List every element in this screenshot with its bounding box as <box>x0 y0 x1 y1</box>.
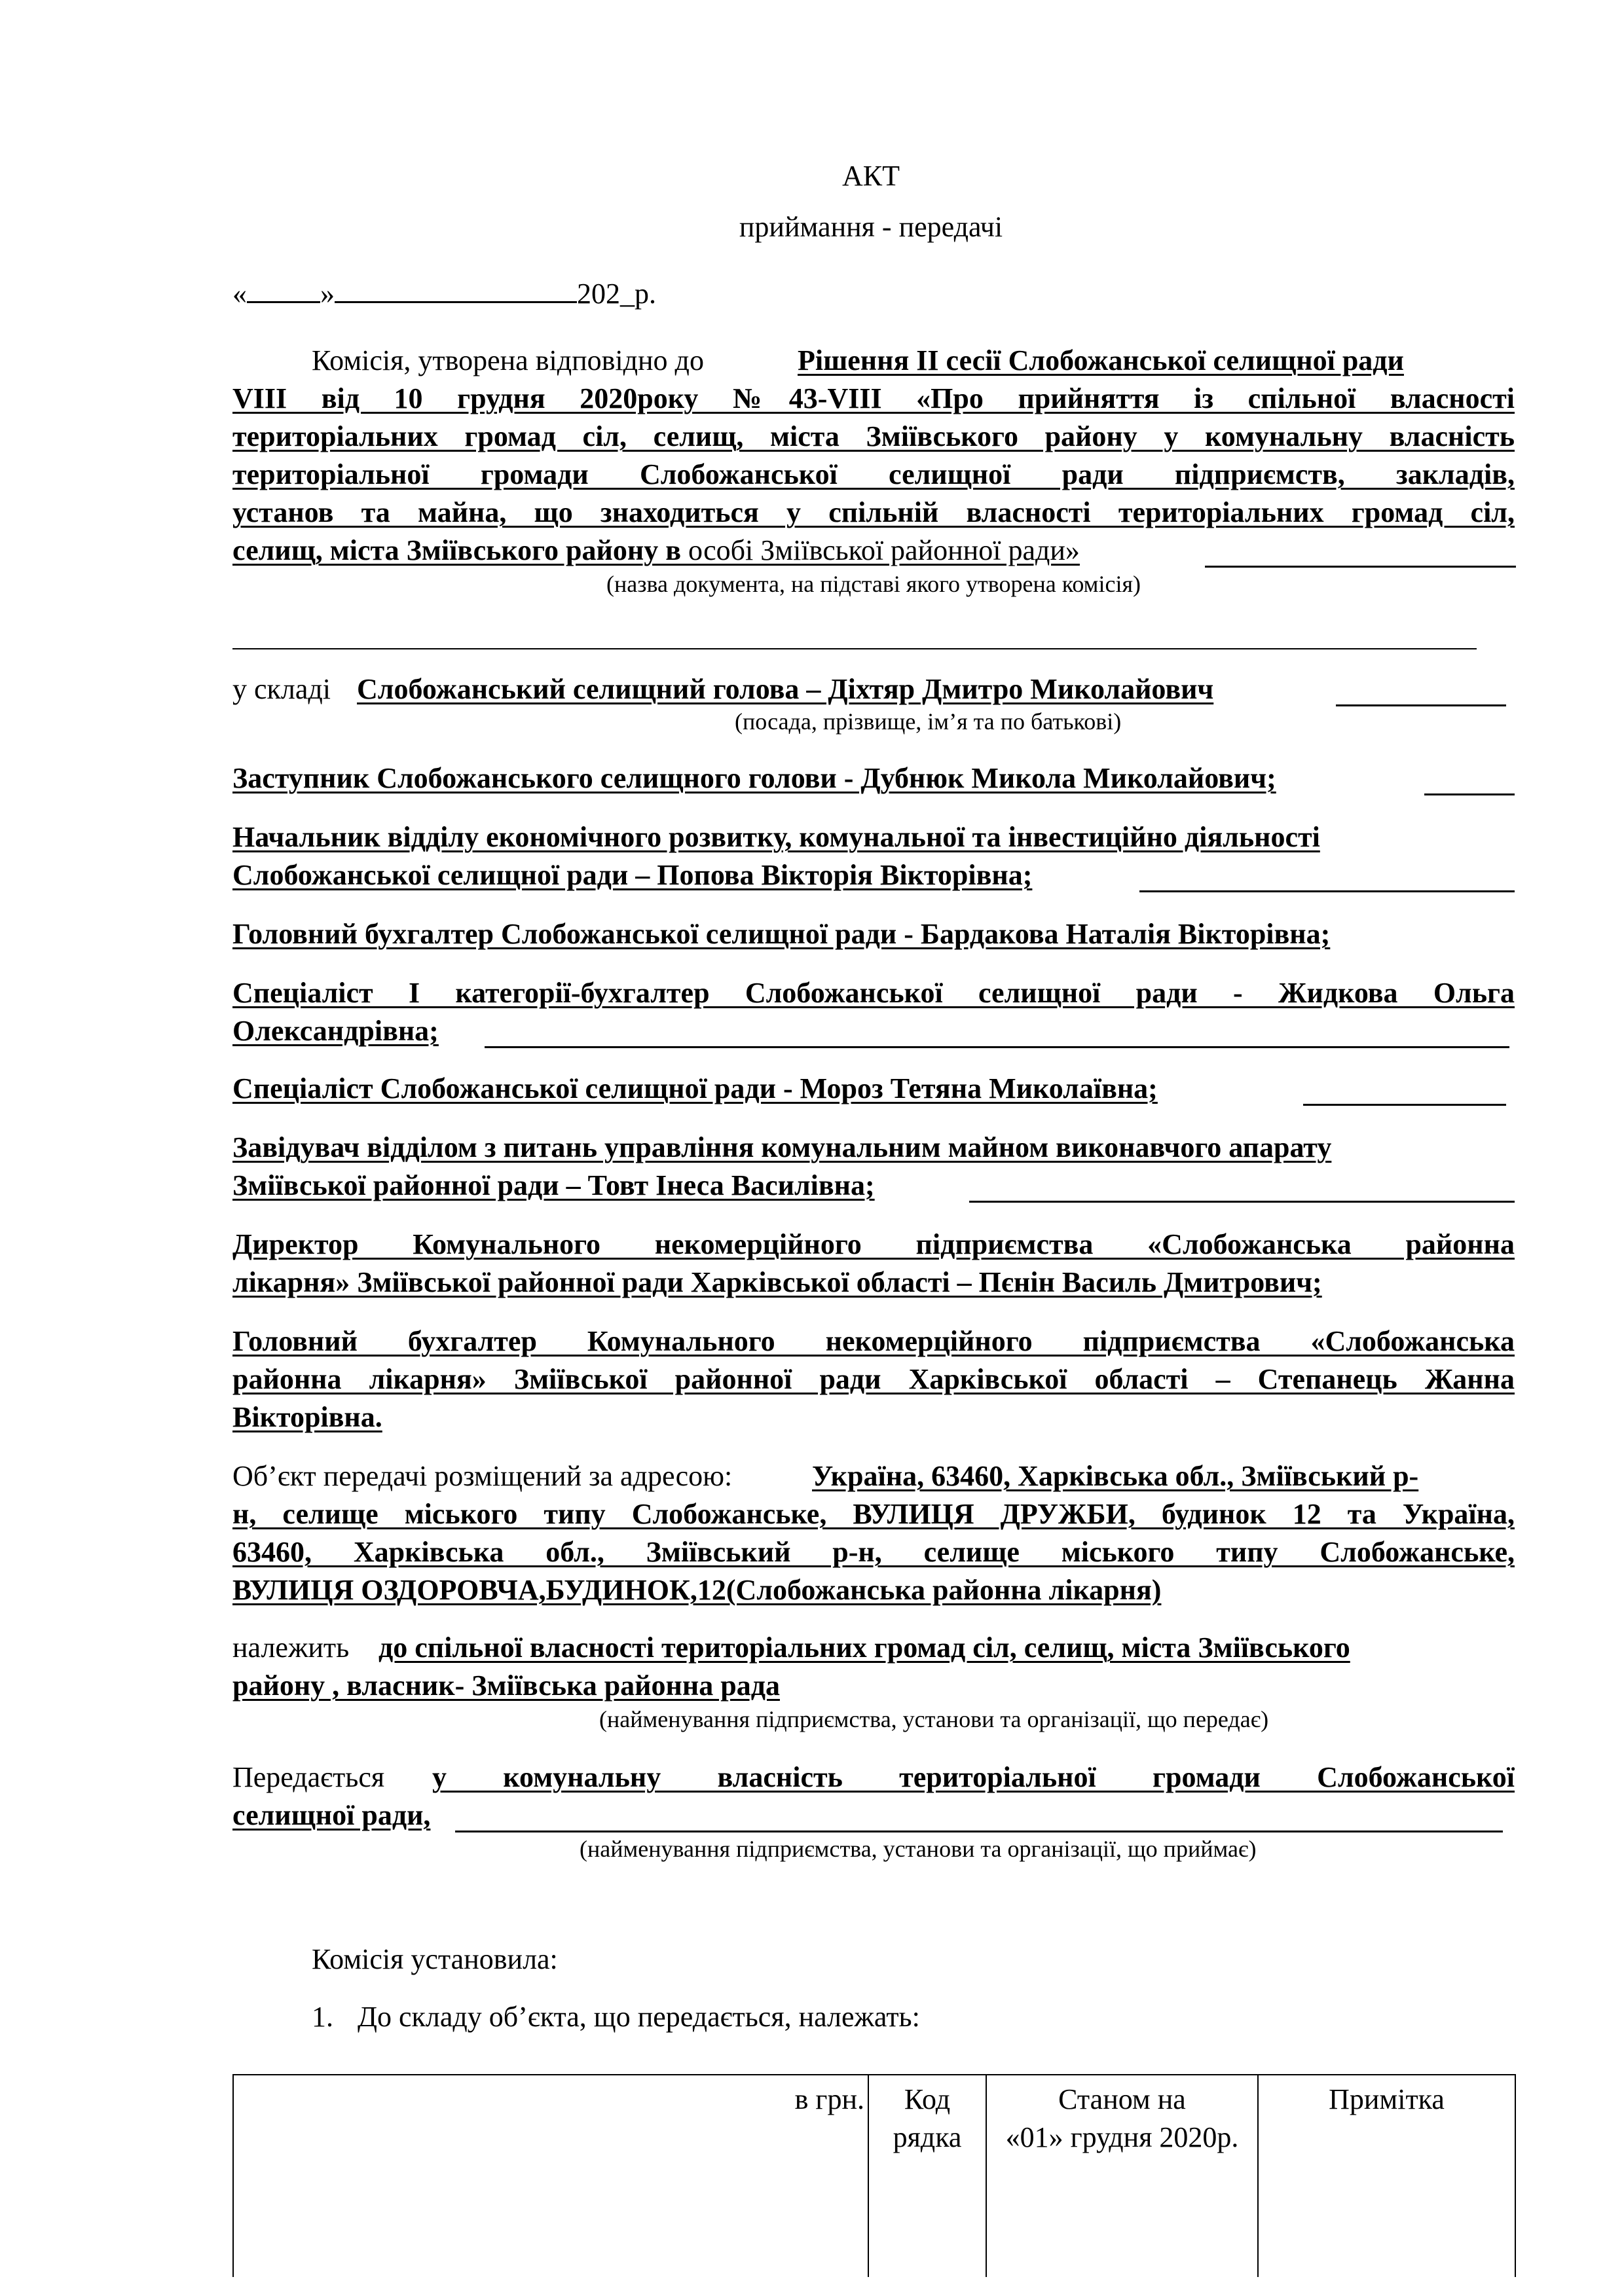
member-2-line-1: Начальник відділу економічного розвитку, комунальної та інвестиційно діяльності <box>232 821 1320 853</box>
member-7-line-2: лікарня» Зміївської районної ради Харківської області – Пєнін Василь Дмитрович; <box>232 1266 1322 1298</box>
basis-doc-line-4: територіальної громади Слобожанської селищної ради підприємств, закладів, <box>232 458 1515 490</box>
transfer-fill <box>455 1831 1503 1832</box>
transfer-caption: (найменування підприємства, установи та організації, що приймає) <box>580 1836 1257 1862</box>
transfer-line-2: селищної ради, <box>232 1799 431 1831</box>
member-2-line-2: Слобожанської селищної ради – Попова Вікторія Вікторівна; <box>232 859 1033 891</box>
transfer-prefix: Передається <box>232 1761 385 1793</box>
commission-head-caption: (посада, прізвище, ім’я та по батькові) <box>735 708 1122 735</box>
object-address-line-2: н, селище міського типу Слобожанське, ВУЛИЦЯ ДРУЖБИ, будинок 12 та Україна, <box>232 1498 1515 1530</box>
object-prefix: Об’єкт передачі розміщений за адресою: <box>232 1460 733 1492</box>
act-title: АКТ <box>842 160 900 192</box>
basis-doc-line-2: VIII від 10 грудня 2020року №43-VIII «Про прийняття із спільної власності <box>232 382 1515 414</box>
basis-doc-line-1: Рішення ІІ сесії Слобожанської селищної ради <box>798 344 1404 376</box>
basis-doc-caption: (назва документа, на підставі якого утворена комісія) <box>606 571 1141 597</box>
object-address-line-4: ВУЛИЦЯ ОЗДОРОВЧА,БУДИНОК,12(Слобожанська районна лікарня) <box>232 1574 1162 1606</box>
member-5: Спеціаліст Слобожанської селищної ради - Мороз Тетяна Миколаївна; <box>232 1072 1158 1104</box>
member-5-fill <box>1303 1104 1506 1106</box>
transfer-line-1: у комунальну власність територіальної громади Слобожанської <box>432 1761 1515 1793</box>
act-subtitle: приймання - передачі <box>739 211 1003 243</box>
basis-doc-fill-line <box>1205 566 1516 568</box>
member-6-line-2: Зміївської районної ради – Товт Інеса Василівна; <box>232 1169 875 1201</box>
belongs-line-1: до спільної власності територіальних громад сіл, селищ, міста Зміївського <box>378 1631 1350 1664</box>
table-header-unit: в грн. <box>794 2083 864 2115</box>
table-right-border <box>1515 2074 1516 2277</box>
member-1-fill <box>1424 793 1515 795</box>
member-4-line-2: Олександрівна; <box>232 1015 439 1047</box>
commission-head-fill <box>1336 704 1506 706</box>
member-8-line-3: Вікторівна. <box>232 1401 382 1433</box>
table-header-code-l2: рядка <box>893 2121 962 2153</box>
belongs-prefix: належить <box>232 1631 350 1664</box>
belongs-caption: (найменування підприємства, установи та організації, що передає) <box>599 1706 1269 1732</box>
commission-head: Слобожанський селищний голова – Діхтяр Дмитро Миколайович <box>357 673 1214 705</box>
belongs-line-2: району , власник- Зміївська районна рада <box>232 1669 780 1702</box>
member-7-line-1: Директор Комунального некомерційного підприємства «Слобожанська районна <box>232 1228 1515 1260</box>
table-top-border <box>232 2074 1515 2075</box>
members-prefix: у складі <box>232 673 331 705</box>
member-4-line-1: Спеціаліст І категорії-бухгалтер Слобожанської селищної ради - Жидкова Ольга <box>232 977 1515 1009</box>
member-2-fill <box>1139 890 1515 892</box>
findings-item-number: 1. <box>312 2001 333 2033</box>
commission-intro: Комісія, утворена відповідно до <box>312 344 704 376</box>
table-header-date-l2: «01» грудня 2020р. <box>1005 2121 1239 2153</box>
findings-title: Комісія установила: <box>312 1943 558 1975</box>
member-3: Головний бухгалтер Слобожанської селищної ради - Бардакова Наталія Вікторівна; <box>232 918 1331 950</box>
member-1: Заступник Слобожанського селищного голови - Дубнюк Микола Миколайович; <box>232 762 1276 794</box>
member-6-line-1: Завідувач відділом з питань управління комунальним майном виконавчого апарату <box>232 1131 1332 1163</box>
table-header-note: Примітка <box>1329 2083 1445 2115</box>
table-left-border <box>232 2074 234 2277</box>
member-8-line-2: районна лікарня» Зміївської районної ради Харківської області – Степанець Жанна <box>232 1363 1515 1395</box>
object-address-line-3: 63460, Харківська обл., Зміївський р-н, селище міського типу Слобожанське, <box>232 1536 1515 1568</box>
member-8-line-1: Головний бухгалтер Комунального некомерційного підприємства «Слобожанська <box>232 1325 1515 1357</box>
act-date: « » 202_р. <box>232 275 656 313</box>
basis-doc-line-6: селищ, міста Зміївського району в особі Зміївської районної ради» <box>232 534 1080 566</box>
table-header-date-l1: Станом на <box>1058 2083 1186 2115</box>
object-address-line-1: Україна, 63460, Харківська обл., Зміївський р- <box>812 1460 1419 1492</box>
member-4-fill <box>485 1046 1509 1048</box>
blank-line <box>232 648 1477 649</box>
member-6-fill <box>969 1201 1515 1203</box>
basis-doc-line-5: установ та майна, що знаходиться у спільній власності територіальних громад сіл, <box>232 496 1515 528</box>
findings-item-text: До складу об’єкта, що передається, належать: <box>358 2001 920 2033</box>
basis-doc-line-3: територіальних громад сіл, селищ, міста Зміївського району у комунальну власність <box>232 420 1515 452</box>
table-header-code-l1: Код <box>904 2083 951 2115</box>
